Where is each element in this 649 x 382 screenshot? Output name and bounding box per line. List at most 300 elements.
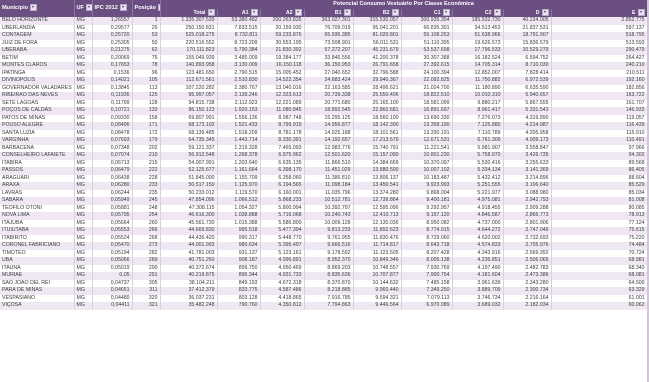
- cell-municipio[interactable]: ITABIRITO: [0, 235, 74, 243]
- cell-c2[interactable]: 4.846.587: [452, 212, 503, 220]
- cell-b2[interactable]: 25.165.100: [353, 100, 401, 108]
- cell-a1[interactable]: 1.155.709: [217, 175, 260, 183]
- cell-posicao[interactable]: 62: [132, 47, 160, 55]
- cell-ipc[interactable]: 0,14021: [92, 77, 132, 85]
- cell-posicao[interactable]: 291: [132, 272, 160, 280]
- cell-uf[interactable]: MG: [74, 62, 92, 70]
- cell-b2[interactable]: 17.213.579: [353, 137, 401, 145]
- cell-b2[interactable]: 11.123.505: [353, 250, 401, 258]
- cell-uf[interactable]: MG: [74, 197, 92, 205]
- cell-a2[interactable]: 6.635.135: [260, 160, 304, 168]
- cell-total[interactable]: 54.007.991: [160, 160, 217, 168]
- cell-total[interactable]: 52.125.677: [160, 167, 217, 175]
- cell-e[interactable]: 68.981: [551, 257, 647, 265]
- cell-a1[interactable]: 1.038.888: [217, 212, 260, 220]
- cell-municipio[interactable]: VARGINHA: [0, 137, 74, 145]
- cell-e[interactable]: 110.491: [551, 137, 647, 145]
- cell-e[interactable]: 192.160: [551, 77, 647, 85]
- cell-c1[interactable]: 7.485.158: [401, 280, 452, 288]
- cell-municipio[interactable]: PARÁ DE MINAS: [0, 287, 74, 295]
- cell-b2[interactable]: 29.940.367: [353, 77, 401, 85]
- table-row[interactable]: [0, 212, 647, 220]
- filter-dropdown-icon[interactable]: [392, 9, 399, 16]
- cell-c1[interactable]: 21.024.700: [401, 85, 452, 93]
- cell-d[interactable]: 2.705.976: [503, 242, 551, 250]
- cell-uf[interactable]: MG: [74, 295, 92, 303]
- cell-b1[interactable]: 15.295.125: [304, 115, 353, 123]
- table-row[interactable]: [0, 242, 647, 250]
- cell-ipc[interactable]: 0,05553: [92, 227, 132, 235]
- cell-c2[interactable]: 4.197.490: [452, 265, 503, 273]
- header-uf[interactable]: UF: [74, 0, 92, 17]
- cell-uf[interactable]: MG: [74, 160, 92, 168]
- cell-c2[interactable]: 5.334.134: [452, 167, 503, 175]
- cell-ipc[interactable]: 0,21275: [92, 47, 132, 55]
- cell-c2[interactable]: 4.918.455: [452, 205, 503, 213]
- cell-c2[interactable]: 4.236.851: [452, 257, 503, 265]
- cell-uf[interactable]: MG: [74, 287, 92, 295]
- cell-a1[interactable]: 2.510.830: [217, 77, 260, 85]
- cell-ipc[interactable]: 0,04651: [92, 287, 132, 295]
- header-class-e[interactable]: E: [551, 9, 647, 17]
- cell-e[interactable]: 264.427: [551, 55, 647, 63]
- cell-c1[interactable]: 8.643.718: [401, 242, 452, 250]
- cell-b2[interactable]: 22.860.681: [353, 107, 401, 115]
- cell-c2[interactable]: 12.852.007: [452, 70, 503, 78]
- cell-e[interactable]: 60.062: [551, 302, 647, 310]
- cell-d[interactable]: 6.972.539: [503, 77, 551, 85]
- cell-uf[interactable]: MG: [74, 85, 92, 93]
- cell-a1[interactable]: 2.380.767: [217, 85, 260, 93]
- cell-total[interactable]: 68.173.102: [160, 122, 217, 130]
- cell-municipio[interactable]: UBÁ: [0, 257, 74, 265]
- cell-b1[interactable]: 76.709.019: [304, 25, 353, 33]
- cell-e[interactable]: 116.439: [551, 122, 647, 130]
- cell-d[interactable]: 2.801.906: [503, 220, 551, 228]
- cell-e[interactable]: 70.724: [551, 250, 647, 258]
- cell-d[interactable]: 2.506.065: [503, 257, 551, 265]
- cell-b1[interactable]: 65.936.385: [304, 32, 353, 40]
- cell-b2[interactable]: 13.450.541: [353, 182, 401, 190]
- cell-c1[interactable]: 7.079.113: [401, 295, 452, 303]
- cell-municipio[interactable]: ITUIUTABA: [0, 227, 74, 235]
- cell-a2[interactable]: 5.716.068: [260, 212, 304, 220]
- cell-c1[interactable]: 8.729.060: [401, 235, 452, 243]
- cell-ipc[interactable]: 0,11799: [92, 100, 132, 108]
- header-class-d[interactable]: D: [503, 9, 551, 17]
- cell-a1[interactable]: 1.054.327: [217, 205, 260, 213]
- cell-uf[interactable]: MG: [74, 242, 92, 250]
- cell-d[interactable]: 2.942.793: [503, 197, 551, 205]
- cell-a2[interactable]: 12.323.613: [260, 92, 304, 100]
- cell-posicao[interactable]: 50: [132, 40, 160, 48]
- cell-c1[interactable]: 51.110.395: [401, 40, 452, 48]
- cell-posicao[interactable]: 282: [132, 250, 160, 258]
- cell-a1[interactable]: 1.125.970: [217, 182, 260, 190]
- cell-d[interactable]: 15.836.579: [503, 40, 551, 48]
- cell-b2[interactable]: 41.200.378: [353, 55, 401, 63]
- cell-b1[interactable]: 10.392.797: [304, 205, 353, 213]
- cell-e[interactable]: 61.001: [551, 295, 647, 303]
- table-row[interactable]: [0, 77, 647, 85]
- cell-c2[interactable]: 10.010.310: [452, 92, 503, 100]
- cell-municipio[interactable]: JUIZ DE FORA: [0, 40, 74, 48]
- cell-municipio[interactable]: VESPASIANO: [0, 295, 74, 303]
- cell-a2[interactable]: 5.477.394: [260, 227, 304, 235]
- cell-c1[interactable]: 13.690.330: [401, 115, 452, 123]
- cell-b1[interactable]: 20.771.680: [304, 100, 353, 108]
- cell-a1[interactable]: 1.319.328: [217, 145, 260, 153]
- table-row[interactable]: [0, 62, 647, 70]
- cell-b2[interactable]: 10.144.632: [353, 280, 401, 288]
- table-row[interactable]: [0, 92, 647, 100]
- table-row[interactable]: [0, 287, 647, 295]
- cell-c1[interactable]: 13.330.191: [401, 130, 452, 138]
- header-class-a1[interactable]: A1: [217, 9, 260, 17]
- cell-a2[interactable]: 20.159.930: [260, 25, 304, 33]
- cell-d[interactable]: 3.426.735: [503, 152, 551, 160]
- cell-c2[interactable]: 4.644.272: [452, 227, 503, 235]
- cell-b2[interactable]: 11.714.817: [353, 242, 401, 250]
- filter-dropdown-icon[interactable]: [86, 4, 92, 11]
- cell-d[interactable]: 2.569.392: [503, 250, 551, 258]
- cell-c2[interactable]: 17.796.533: [452, 47, 503, 55]
- cell-uf[interactable]: MG: [74, 25, 92, 33]
- cell-uf[interactable]: MG: [74, 17, 92, 25]
- cell-a2[interactable]: 4.587.486: [260, 287, 304, 295]
- cell-e[interactable]: 63.329: [551, 287, 647, 295]
- cell-e[interactable]: 94.302: [551, 152, 647, 160]
- cell-ipc[interactable]: 0,05949: [92, 197, 132, 205]
- cell-e[interactable]: 78.913: [551, 212, 647, 220]
- cell-municipio[interactable]: RIBEIRÃO DAS NEVES: [0, 92, 74, 100]
- table-row[interactable]: [0, 182, 647, 190]
- cell-posicao[interactable]: 128: [132, 100, 160, 108]
- cell-b1[interactable]: 24.683.424: [304, 77, 353, 85]
- cell-ipc[interactable]: 0,29577: [92, 25, 132, 33]
- cell-c1[interactable]: 55.108.253: [401, 32, 452, 40]
- cell-c1[interactable]: 6.970.089: [401, 302, 452, 310]
- cell-a2[interactable]: 8.781.178: [260, 130, 304, 138]
- cell-e[interactable]: 163.722: [551, 92, 647, 100]
- cell-e[interactable]: 513.593: [551, 40, 647, 48]
- cell-b2[interactable]: 12.410.713: [353, 212, 401, 220]
- cell-ipc[interactable]: 0,05: [92, 272, 132, 280]
- cell-posicao[interactable]: 311: [132, 287, 160, 295]
- cell-e[interactable]: 77.124: [551, 220, 647, 228]
- cell-ipc[interactable]: 0,04411: [92, 302, 132, 310]
- cell-d[interactable]: 2.473.386: [503, 272, 551, 280]
- cell-c2[interactable]: 19.626.573: [452, 40, 503, 48]
- cell-d[interactable]: 3.214.896: [503, 175, 551, 183]
- cell-ipc[interactable]: 0,07074: [92, 152, 132, 160]
- cell-posicao[interactable]: 233: [132, 182, 160, 190]
- cell-c2[interactable]: 3.961.639: [452, 280, 503, 288]
- header-total[interactable]: Total: [160, 9, 217, 17]
- cell-municipio[interactable]: BELO HORIZONTE: [0, 17, 74, 25]
- cell-c2[interactable]: 9.880.217: [452, 100, 503, 108]
- table-row[interactable]: [0, 130, 647, 138]
- cell-b1[interactable]: 7.794.863: [304, 302, 353, 310]
- cell-e[interactable]: 74.484: [551, 242, 647, 250]
- cell-c2[interactable]: 4.975.081: [452, 197, 503, 205]
- cell-ipc[interactable]: 0,06280: [92, 182, 132, 190]
- cell-ipc[interactable]: 0,08478: [92, 130, 132, 138]
- cell-e[interactable]: 75.615: [551, 227, 647, 235]
- cell-a2[interactable]: 5.395.497: [260, 242, 304, 250]
- cell-posicao[interactable]: 125: [132, 92, 160, 100]
- cell-uf[interactable]: MG: [74, 55, 92, 63]
- cell-b1[interactable]: 8.370.870: [304, 280, 353, 288]
- cell-posicao[interactable]: 133: [132, 107, 160, 115]
- filter-dropdown-icon[interactable]: [494, 9, 501, 16]
- cell-b1[interactable]: 9.761.955: [304, 235, 353, 243]
- cell-b2[interactable]: 10.707.877: [353, 272, 401, 280]
- cell-c1[interactable]: 10.801.230: [401, 152, 452, 160]
- cell-b1[interactable]: 9.813.233: [304, 227, 353, 235]
- cell-total[interactable]: 250.150.831: [160, 25, 217, 33]
- cell-a2[interactable]: 14.522.354: [260, 77, 304, 85]
- cell-municipio[interactable]: PATOS DE MINAS: [0, 115, 74, 123]
- cell-a1[interactable]: 53.380.482: [217, 17, 260, 25]
- cell-c2[interactable]: 5.758.970: [452, 152, 503, 160]
- cell-total[interactable]: 40.751.260: [160, 257, 217, 265]
- cell-b1[interactable]: 10.009.128: [304, 220, 353, 228]
- cell-a2[interactable]: 6.398.170: [260, 167, 304, 175]
- cell-posicao[interactable]: 78: [132, 62, 160, 70]
- table-row[interactable]: [0, 197, 647, 205]
- cell-c1[interactable]: 8.005.138: [401, 257, 452, 265]
- cell-b1[interactable]: 10.240.743: [304, 212, 353, 220]
- cell-posicao[interactable]: 245: [132, 197, 160, 205]
- cell-uf[interactable]: MG: [74, 265, 92, 273]
- cell-c1[interactable]: 9.923.993: [401, 182, 452, 190]
- table-row[interactable]: [0, 55, 647, 63]
- filter-dropdown-icon[interactable]: [443, 9, 450, 16]
- cell-total[interactable]: 50.517.150: [160, 182, 217, 190]
- cell-a2[interactable]: 4.931.733: [260, 272, 304, 280]
- cell-municipio[interactable]: ITABIRA: [0, 160, 74, 168]
- cell-posicao[interactable]: 75: [132, 55, 160, 63]
- header-class-c2[interactable]: C2: [452, 9, 503, 17]
- cell-uf[interactable]: MG: [74, 122, 92, 130]
- cell-a2[interactable]: 16.150.118: [260, 62, 304, 70]
- cell-d[interactable]: 21.837.531: [503, 25, 551, 33]
- cell-b2[interactable]: 15.157.090: [353, 152, 401, 160]
- cell-a2[interactable]: 15.005.452: [260, 70, 304, 78]
- cell-d[interactable]: 2.747.046: [503, 227, 551, 235]
- cell-total[interactable]: 170.111.823: [160, 47, 217, 55]
- cell-municipio[interactable]: SÃO JOÃO DEL REI: [0, 280, 74, 288]
- cell-uf[interactable]: MG: [74, 302, 92, 310]
- cell-b1[interactable]: 27.040.652: [304, 70, 353, 78]
- table-row[interactable]: [0, 107, 647, 115]
- cell-b2[interactable]: 9.594.321: [353, 295, 401, 303]
- cell-b1[interactable]: 57.272.207: [304, 47, 353, 55]
- cell-e[interactable]: 86.405: [551, 167, 647, 175]
- cell-municipio[interactable]: LAVRAS: [0, 190, 74, 198]
- cell-a1[interactable]: 8.723.209: [217, 40, 260, 48]
- header-class-c1[interactable]: C1: [401, 9, 452, 17]
- cell-total[interactable]: 140.893.958: [160, 62, 217, 70]
- cell-e[interactable]: 119.057: [551, 115, 647, 123]
- cell-d[interactable]: 2.732.693: [503, 235, 551, 243]
- table-row[interactable]: [0, 70, 647, 78]
- cell-a1[interactable]: 1.119.570: [217, 190, 260, 198]
- cell-municipio[interactable]: SETE LAGOAS: [0, 100, 74, 108]
- cell-a2[interactable]: 6.160.001: [260, 190, 304, 198]
- cell-posicao[interactable]: 215: [132, 160, 160, 168]
- cell-c1[interactable]: 30.307.388: [401, 55, 452, 63]
- cell-e[interactable]: 81.008: [551, 197, 647, 205]
- cell-d[interactable]: 2.300.734: [503, 287, 551, 295]
- cell-b2[interactable]: 81.020.801: [353, 32, 401, 40]
- table-row[interactable]: [0, 115, 647, 123]
- cell-ipc[interactable]: 0,04480: [92, 295, 132, 303]
- table-row[interactable]: [0, 265, 647, 273]
- cell-municipio[interactable]: ITAJUBÁ: [0, 220, 74, 228]
- cell-b1[interactable]: 9.666.516: [304, 242, 353, 250]
- cell-municipio[interactable]: MURIAÉ: [0, 272, 74, 280]
- cell-total[interactable]: 107.220.282: [160, 85, 217, 93]
- cell-total[interactable]: 112.671.561: [160, 77, 217, 85]
- cell-a1[interactable]: 995.518: [217, 227, 260, 235]
- cell-posicao[interactable]: 1: [132, 17, 160, 25]
- cell-b2[interactable]: 11.830.476: [353, 235, 401, 243]
- cell-uf[interactable]: MG: [74, 47, 92, 55]
- table-row[interactable]: [0, 32, 647, 40]
- cell-uf[interactable]: MG: [74, 70, 92, 78]
- cell-ipc[interactable]: 0,06713: [92, 160, 132, 168]
- cell-posicao[interactable]: 235: [132, 190, 160, 198]
- cell-total[interactable]: 41.781.003: [160, 250, 217, 258]
- cell-e[interactable]: 290.479: [551, 47, 647, 55]
- cell-uf[interactable]: MG: [74, 250, 92, 258]
- cell-e[interactable]: 85.529: [551, 182, 647, 190]
- cell-a1[interactable]: 849.193: [217, 280, 260, 288]
- cell-c2[interactable]: 185.532.730: [452, 17, 503, 25]
- cell-c1[interactable]: 300.935.354: [401, 17, 452, 25]
- cell-b2[interactable]: 18.560.100: [353, 115, 401, 123]
- cell-b2[interactable]: 13.880.500: [353, 167, 401, 175]
- cell-e[interactable]: 97.966: [551, 145, 647, 153]
- cell-b1[interactable]: 7.916.785: [304, 295, 353, 303]
- cell-b1[interactable]: 22.163.585: [304, 85, 353, 93]
- cell-uf[interactable]: MG: [74, 130, 92, 138]
- cell-total[interactable]: 35.482.248: [160, 302, 217, 310]
- cell-e[interactable]: 85.034: [551, 190, 647, 198]
- cell-b2[interactable]: 315.530.057: [353, 17, 401, 25]
- cell-total[interactable]: 44.436.420: [160, 235, 217, 243]
- cell-municipio[interactable]: CONSELHEIRO LAFAIETE: [0, 152, 74, 160]
- cell-total[interactable]: 40.219.875: [160, 272, 217, 280]
- cell-b1[interactable]: 33.846.556: [304, 55, 353, 63]
- cell-b1[interactable]: 8.952.370: [304, 257, 353, 265]
- cell-uf[interactable]: MG: [74, 182, 92, 190]
- cell-d[interactable]: 5.867.555: [503, 100, 551, 108]
- cell-b1[interactable]: 11.866.510: [304, 160, 353, 168]
- cell-c1[interactable]: 18.822.510: [401, 92, 452, 100]
- cell-d[interactable]: 2.909.288: [503, 205, 551, 213]
- cell-c2[interactable]: 6.761.309: [452, 137, 503, 145]
- cell-a1[interactable]: 1.556.136: [217, 115, 260, 123]
- cell-ipc[interactable]: 0,13845: [92, 85, 132, 93]
- cell-uf[interactable]: MG: [74, 152, 92, 160]
- cell-total[interactable]: 50.233.012: [160, 190, 217, 198]
- cell-c1[interactable]: 13.358.190: [401, 122, 452, 130]
- cell-posicao[interactable]: 289: [132, 257, 160, 265]
- cell-b1[interactable]: 11.386.810: [304, 175, 353, 183]
- cell-total[interactable]: 40.372.674: [160, 265, 217, 273]
- cell-posicao[interactable]: 113: [132, 85, 160, 93]
- cell-c2[interactable]: 3.689.032: [452, 302, 503, 310]
- cell-c1[interactable]: 8.950.082: [401, 220, 452, 228]
- cell-d[interactable]: 5.940.657: [503, 92, 551, 100]
- header-posicao[interactable]: Posição: [132, 0, 160, 17]
- cell-municipio[interactable]: CORONEL FABRICIANO: [0, 242, 74, 250]
- cell-a2[interactable]: 12.221.089: [260, 100, 304, 108]
- cell-c1[interactable]: 8.774.915: [401, 227, 452, 235]
- cell-a1[interactable]: 790.760: [217, 302, 260, 310]
- cell-b2[interactable]: 25.550.406: [353, 92, 401, 100]
- cell-uf[interactable]: MG: [74, 107, 92, 115]
- cell-municipio[interactable]: DIVINÓPOLIS: [0, 77, 74, 85]
- cell-c2[interactable]: 4.343.916: [452, 250, 503, 258]
- cell-a1[interactable]: 3.130.009: [217, 62, 260, 70]
- cell-uf[interactable]: MG: [74, 175, 92, 183]
- cell-total[interactable]: 95.997.057: [160, 92, 217, 100]
- cell-a2[interactable]: 6.358.060: [260, 175, 304, 183]
- cell-c1[interactable]: 7.349.250: [401, 287, 452, 295]
- cell-ipc[interactable]: 0,05664: [92, 220, 132, 228]
- cell-a1[interactable]: 2.790.515: [217, 70, 260, 78]
- cell-c2[interactable]: 5.530.416: [452, 160, 503, 168]
- cell-c1[interactable]: 9.400.181: [401, 197, 452, 205]
- cell-posicao[interactable]: 222: [132, 167, 160, 175]
- cell-a1[interactable]: 3.485.009: [217, 55, 260, 63]
- cell-b1[interactable]: 12.501.620: [304, 152, 353, 160]
- cell-b2[interactable]: 10.748.557: [353, 265, 401, 273]
- cell-posicao[interactable]: 202: [132, 145, 160, 153]
- cell-a1[interactable]: 833.775: [217, 287, 260, 295]
- cell-a1[interactable]: 803.128: [217, 295, 260, 303]
- cell-total[interactable]: 46.616.300: [160, 212, 217, 220]
- cell-posicao[interactable]: 105: [132, 77, 160, 85]
- cell-ipc[interactable]: 0,10721: [92, 107, 132, 115]
- cell-c2[interactable]: 11.750.882: [452, 77, 503, 85]
- cell-ipc[interactable]: 1,26557: [92, 17, 132, 25]
- cell-ipc[interactable]: 0,04737: [92, 280, 132, 288]
- cell-c2[interactable]: 5.251.555: [452, 182, 503, 190]
- cell-ipc[interactable]: 0,05795: [92, 212, 132, 220]
- cell-a1[interactable]: 1.443.714: [217, 137, 260, 145]
- cell-a1[interactable]: 980.634: [217, 242, 260, 250]
- cell-a2[interactable]: 200.263.835: [260, 17, 304, 25]
- cell-total[interactable]: 94.815.738: [160, 100, 217, 108]
- cell-b1[interactable]: 12.983.776: [304, 145, 353, 153]
- cell-posicao[interactable]: 158: [132, 115, 160, 123]
- table-row[interactable]: [0, 302, 647, 310]
- header-class-a2[interactable]: A2: [260, 9, 304, 17]
- cell-a1[interactable]: 1.015.388: [217, 220, 260, 228]
- cell-d[interactable]: 40.224.005: [503, 17, 551, 25]
- cell-a2[interactable]: 4.350.812: [260, 302, 304, 310]
- cell-a2[interactable]: 5.448.770: [260, 235, 304, 243]
- cell-a2[interactable]: 4.996.891: [260, 257, 304, 265]
- cell-c1[interactable]: 66.835.301: [401, 25, 452, 33]
- cell-e[interactable]: 518.795: [551, 32, 647, 40]
- cell-total[interactable]: 47.854.096: [160, 197, 217, 205]
